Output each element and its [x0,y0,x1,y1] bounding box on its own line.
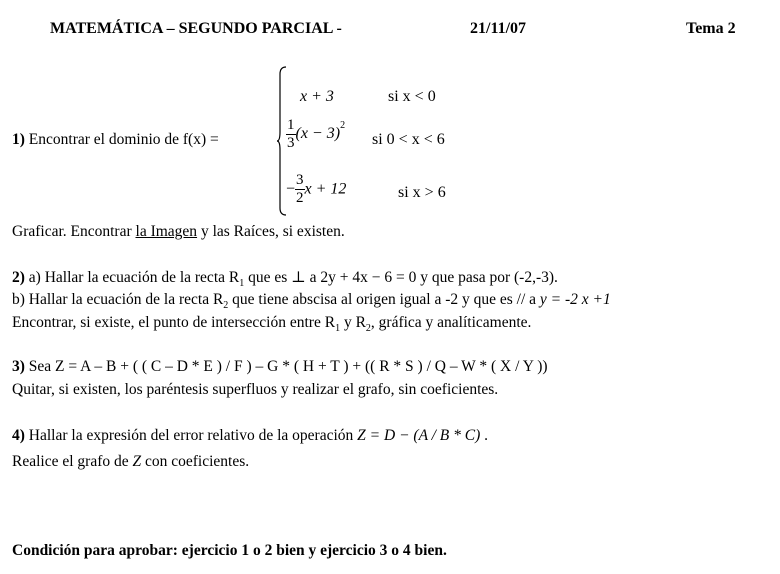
exercise-2a-sub: 1 [239,278,245,290]
exercise-4-statement [12,427,488,445]
exercise-4-instructions-z: Z [132,453,142,470]
piece-3-fraction [295,173,305,206]
piece-2-denominator: 3 [287,135,295,151]
exercise-4-instructions-b: con coeficientes. [141,453,250,470]
exercise-2b-sub: 2 [223,300,229,312]
exercise-2a [12,268,558,289]
exercise-3-number: 3) [12,358,25,375]
piece-2-condition: si 0 < x < 6 [372,131,445,148]
exercise-2b-text2: que tiene abscisa al origen igual a -2 y que es // a [228,291,540,308]
piece-1-expression: x + 3 [300,88,334,105]
exercise-1-instructions [12,223,345,241]
piece-3-sign: − [286,180,296,198]
exercise-2b-equation: y = -2 x +1 [539,291,611,308]
exercise-1-text: Encontrar el dominio de f(x) = [28,131,219,148]
exercise-2b [12,291,611,311]
pass-condition: Condición para aprobar: ejercicio 1 o 2 bien y ejercicio 3 o 4 bien. [12,542,447,559]
piece-2 [286,118,345,151]
exercise-1-instructions-c: y las Raíces, si existen. [197,223,345,240]
exercise-2c-mid: y R [340,314,366,331]
exercise-3-instructions: Quitar, si existen, los paréntesis superfluos y realizar el grafo, sin coeficientes. [12,381,499,398]
exercise-1-number: 1) [12,131,25,148]
exercise-2a-text2: que es ⊥ a 2y + 4x − 6 = 0 y que pasa por (-2,-3). [244,269,558,286]
exercise-3-expr: Sea Z = A – B + ( ( C – D * E ) / F ) – G * ( H + T ) + (( R * S ) / Q – W * ( X / Y )) [28,358,548,375]
piece-1-condition: si x < 0 [388,88,436,105]
exercise-4-number: 4) [12,427,25,444]
exercise-2c [12,314,531,334]
piece-2-fraction [286,118,296,151]
exam-title: MATEMÁTICA – SEGUNDO PARCIAL - [50,20,342,37]
piece-3-expression: x + 12 [304,180,347,198]
exam-date: 21/11/07 [470,20,527,37]
exercise-4-instructions [12,453,249,471]
exercise-3-expression [12,358,548,376]
piece-3-condition: si x > 6 [398,184,446,201]
exercise-4-text: Hallar la expresión del error relativo de la operación [28,427,358,444]
piece-2-numerator: 1 [287,117,295,133]
exercise-2c-text2: , gráfica y analíticamente. [370,314,532,331]
piece-3 [286,173,346,206]
piece-3-denominator: 2 [296,190,304,206]
exercise-2a-text: a) Hallar la ecuación de la recta R [28,269,240,286]
exercise-1-instructions-image: la Imagen [135,223,198,240]
piece-3-numerator: 3 [296,172,304,188]
exercise-1-instructions-a: Graficar. Encontrar [12,223,136,240]
piece-2-expression: (x − 3) [295,125,341,143]
exercise-1-statement [12,131,219,149]
exercise-2c-text: Encontrar, si existe, el punto de intersección entre R [12,314,336,331]
exercise-4-period: . [480,427,489,444]
exercise-2c-sub2: 2 [365,323,371,335]
exercise-4-instructions-a: Realice el grafo de [12,453,133,470]
exercise-2-number: 2) [12,269,25,286]
piece-2-exponent: 2 [340,119,346,131]
exam-topic: Tema 2 [686,20,736,37]
exercise-2b-text: b) Hallar la ecuación de la recta R [12,291,224,308]
exercise-4-formula: Z = D − (A / B * C) [357,427,481,444]
exercise-2c-sub1: 1 [335,323,341,335]
